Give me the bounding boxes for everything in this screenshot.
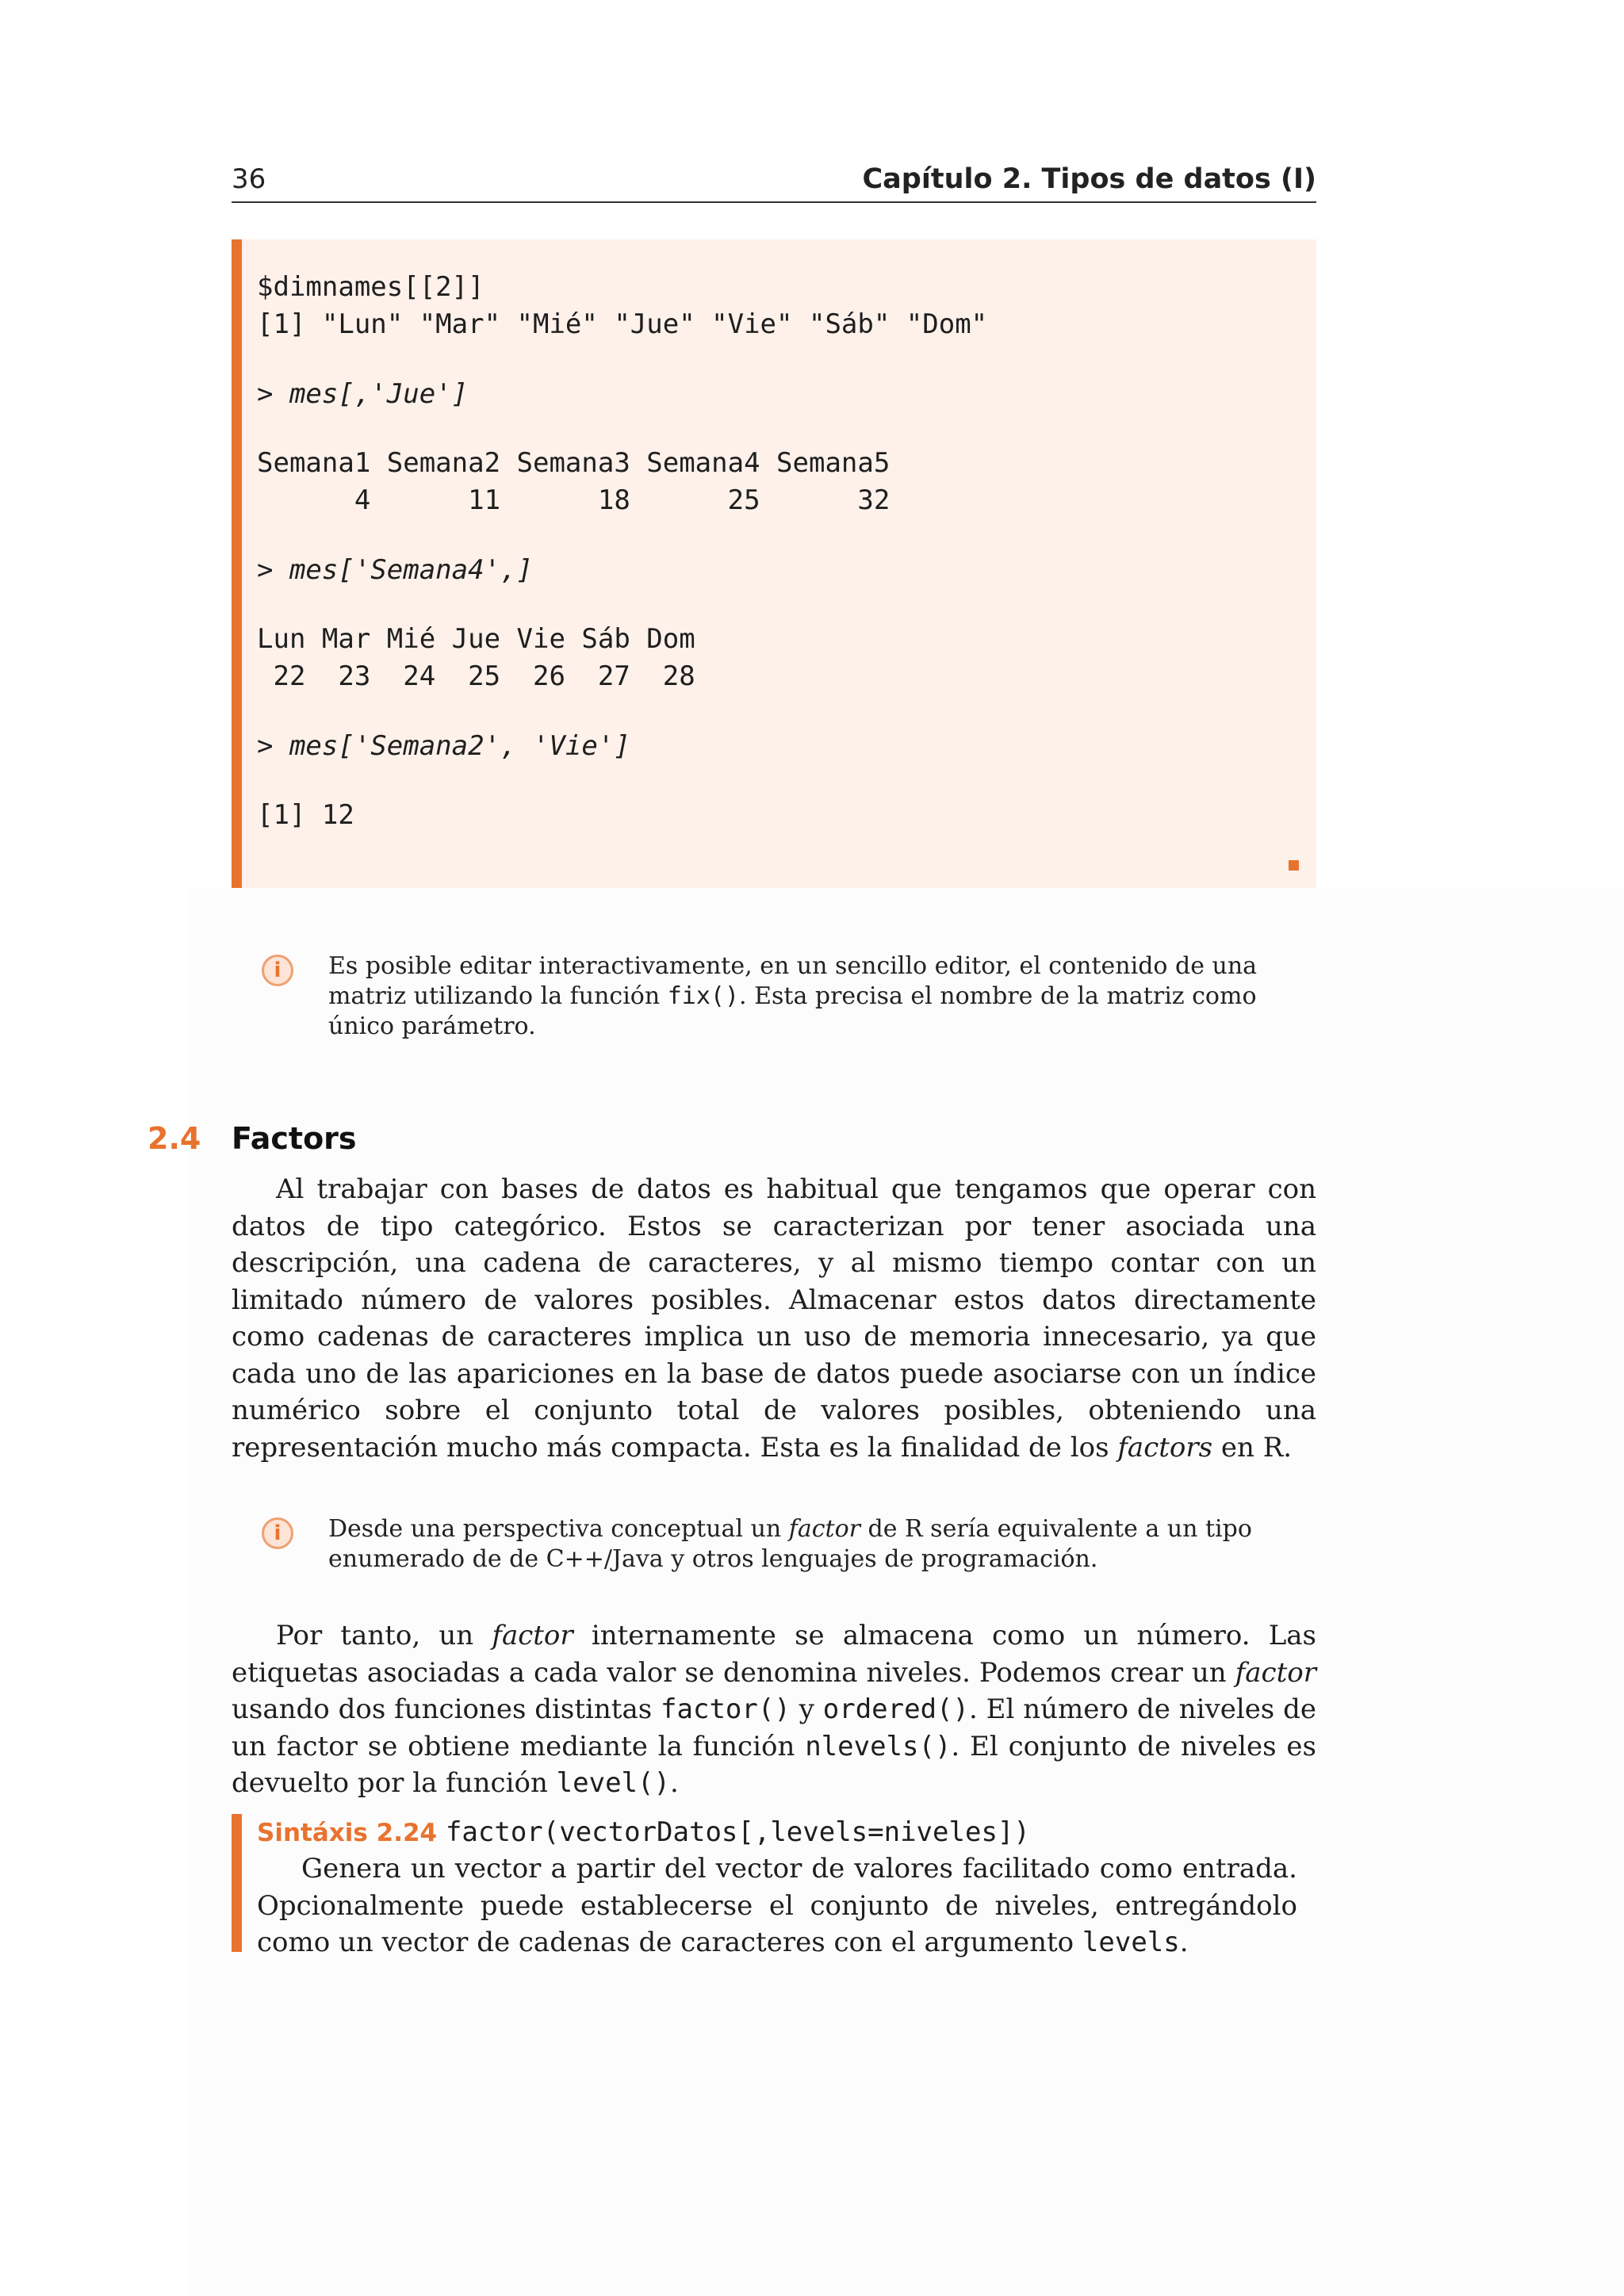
code-line: 4 11 18 25 32	[257, 484, 891, 516]
code-block-accent-bar	[232, 239, 242, 888]
syntax-accent-bar	[232, 1814, 242, 1952]
code-line: [1] "Lun" "Mar" "Mié" "Jue" "Vie" "Sáb" "Dom"	[257, 308, 988, 340]
info-note-text: Es posible editar interactivamente, en un sencillo editor, el contenido de una matriz utilizando la función fix(). Esta precisa el nombre de la matriz como único parámetro.	[328, 952, 1258, 1040]
info-note-text: Desde una perspectiva conceptual un factor de R sería equivalente a un tipo enumerado de de C++/Java y otros lenguajes de programación.	[328, 1515, 1252, 1573]
code-command: > mes['Semana2', 'Vie']	[257, 730, 630, 762]
page-background-shade	[189, 888, 1624, 2296]
info-note	[262, 951, 1316, 1047]
info-note	[262, 1514, 1316, 1578]
syntax-signature: factor(vectorDatos[,levels=niveles])	[445, 1816, 1030, 1848]
code-line: [1] 12	[257, 799, 354, 831]
syntax-heading	[257, 1814, 1030, 1851]
syntax-label: Sintáxis 2.24	[257, 1819, 438, 1847]
page-header	[232, 160, 1316, 203]
code-line: 22 23 24 25 26 27 28	[257, 660, 695, 692]
code-line: Lun Mar Mié Jue Vie Sáb Dom	[257, 623, 695, 655]
code-block	[232, 239, 1316, 888]
code-command: > mes['Semana4',]	[257, 554, 533, 586]
section-title: Factors	[232, 1121, 357, 1156]
code-line: $dimnames[[2]]	[257, 271, 485, 303]
syntax-description: Genera un vector a partir del vector de valores facilitado como entrada. Opcionalmente puede establecerse el conjunto de niveles, entregándolo como un vector de cadenas de caracteres con el argumento levels.	[257, 1853, 1297, 1958]
end-of-example-marker	[1289, 860, 1299, 871]
syntax-block	[232, 1814, 1316, 1958]
page-number: 36	[232, 163, 266, 195]
info-icon: i	[262, 955, 293, 986]
section-number: 2.4	[147, 1121, 201, 1156]
body-paragraph: Por tanto, un factor internamente se almacena como un número. Las etiquetas asociadas a cada valor se denomina niveles. Podemos crear un factor usando dos funciones distintas factor() y ordered(). El número de niveles de un factor se obtiene mediante la función nlevels(). El conjunto de niveles es devuelto por la función level().	[232, 1620, 1317, 1799]
chapter-title: Capítulo 2. Tipos de datos (I)	[862, 163, 1316, 195]
code-command: > mes[,'Jue']	[257, 378, 469, 410]
body-paragraph: Al trabajar con bases de datos es habitual que tengamos que operar con datos de tipo categórico. Estos se caracterizan por tener asociada una descripción, una cadena de caracteres, y al mismo tiempo contar con un limitado número de valores posibles. Almacenar estos datos directamente como cadenas de caracteres implica un uso de memoria innecesario, ya que cada uno de las apariciones en la base de datos puede asociarse con un índice numérico sobre el conjunto total de valores posibles, obteniendo una representación mucho más compacta. Esta es la finalidad de los factors en R.	[232, 1173, 1316, 1464]
code-line: Semana1 Semana2 Semana3 Semana4 Semana5	[257, 447, 891, 479]
info-icon: i	[262, 1517, 293, 1549]
